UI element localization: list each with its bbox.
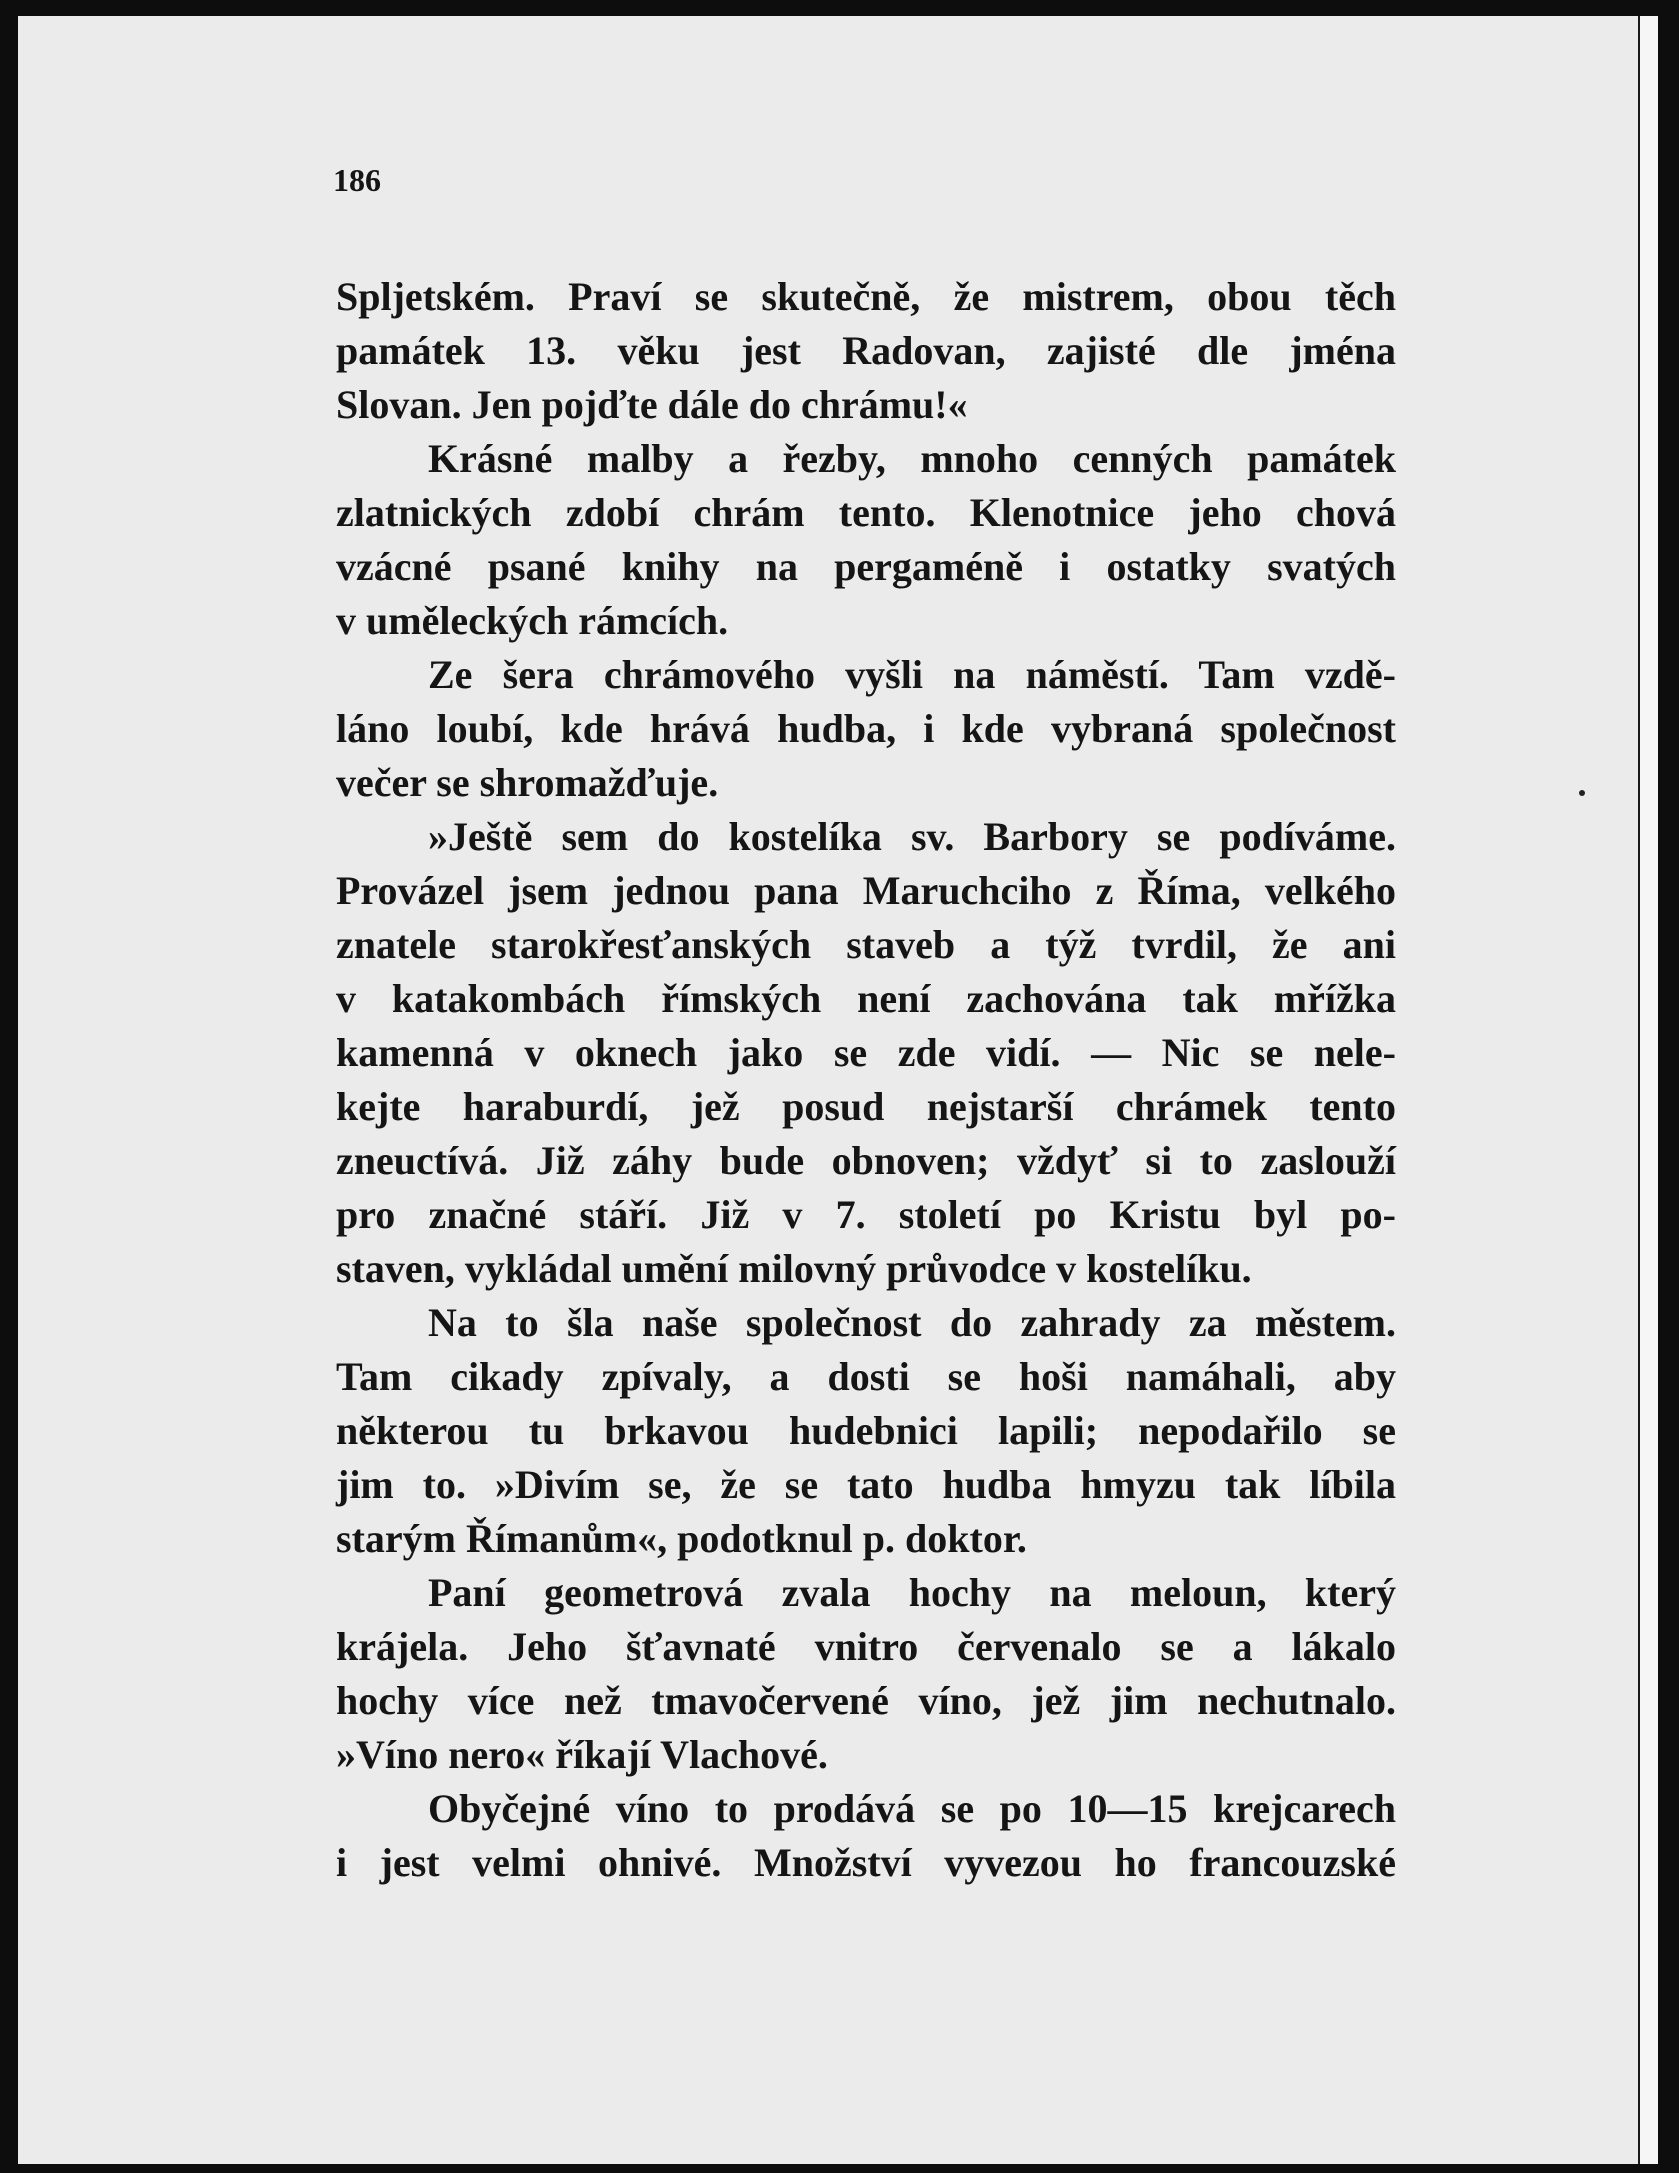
text-line: večer se shromažďuje. bbox=[336, 760, 719, 805]
text-line: i jest velmi ohnivé. Množství vyvezou ho francouzské bbox=[336, 1840, 1396, 1885]
text-line: jim to. »Divím se, že se tato hudba hmyzu tak líbila bbox=[336, 1462, 1396, 1507]
page-number: 186 bbox=[333, 162, 381, 198]
body-text bbox=[336, 270, 1396, 1890]
text-line: Spljetském. Praví se skutečně, že mistrem, obou těch bbox=[336, 274, 1396, 319]
text-line: starým Římanům«, podotknul p. doktor. bbox=[336, 1516, 1027, 1561]
text-line: Tam cikady zpívaly, a dosti se hoši namáhali, aby bbox=[336, 1354, 1396, 1399]
text-line: »Víno nero« říkají Vlachové. bbox=[336, 1732, 828, 1777]
text-line: kejte haraburdí, jež posud nejstarší chrámek tento bbox=[336, 1084, 1396, 1129]
text-line: Krásné malby a řezby, mnoho cenných památek bbox=[428, 436, 1396, 481]
text-line: památek 13. věku jest Radovan, zajisté dle jména bbox=[336, 328, 1396, 373]
text-line: Slovan. Jen pojďte dále do chrámu!« bbox=[336, 382, 968, 427]
page-edge bbox=[1638, 16, 1658, 2164]
text-line: některou tu brkavou hudebnici lapili; nepodařilo se bbox=[336, 1408, 1396, 1453]
text-line: staven, vykládal umění milovný průvodce v kostelíku. bbox=[336, 1246, 1252, 1291]
text-line: kamenná v oknech jako se zde vidí. — Nic se nele- bbox=[336, 1030, 1396, 1075]
text-line: »Ještě sem do kostelíka sv. Barbory se podíváme. bbox=[428, 814, 1396, 859]
text-line: Na to šla naše společnost do zahrady za městem. bbox=[428, 1300, 1396, 1345]
text-line: Paní geometrová zvala hochy na meloun, který bbox=[428, 1570, 1396, 1615]
text-line: Ze šera chrámového vyšli na náměstí. Tam vzdě- bbox=[428, 652, 1396, 697]
text-line: vzácné psané knihy na pergaméně i ostatky svatých bbox=[336, 544, 1396, 589]
text-line: v katakombách římských není zachována tak mřížka bbox=[336, 976, 1396, 1021]
text-line: Obyčejné víno to prodává se po 10—15 krejcarech bbox=[428, 1786, 1396, 1831]
text-line: zneuctívá. Již záhy bude obnoven; vždyť si to zaslouží bbox=[336, 1138, 1396, 1183]
text-line: zlatnických zdobí chrám tento. Klenotnice jeho chová bbox=[336, 490, 1396, 535]
text-line: krájela. Jeho šťavnaté vnitro červenalo se a lákalo bbox=[336, 1624, 1396, 1669]
text-line: pro značné stáří. Již v 7. století po Kristu byl po- bbox=[336, 1192, 1396, 1237]
text-line: v uměleckých rámcích. bbox=[336, 598, 729, 643]
text-line: hochy více než tmavočervené víno, jež jim nechutnalo. bbox=[336, 1678, 1396, 1723]
text-line: láno loubí, kde hrává hudba, i kde vybraná společnost bbox=[336, 706, 1396, 751]
text-line: Provázel jsem jednou pana Maruchciho z Říma, velkého bbox=[336, 868, 1396, 913]
scan-speck bbox=[1579, 790, 1585, 796]
text-line: znatele starokřesťanských staveb a týž tvrdil, že ani bbox=[336, 922, 1396, 967]
